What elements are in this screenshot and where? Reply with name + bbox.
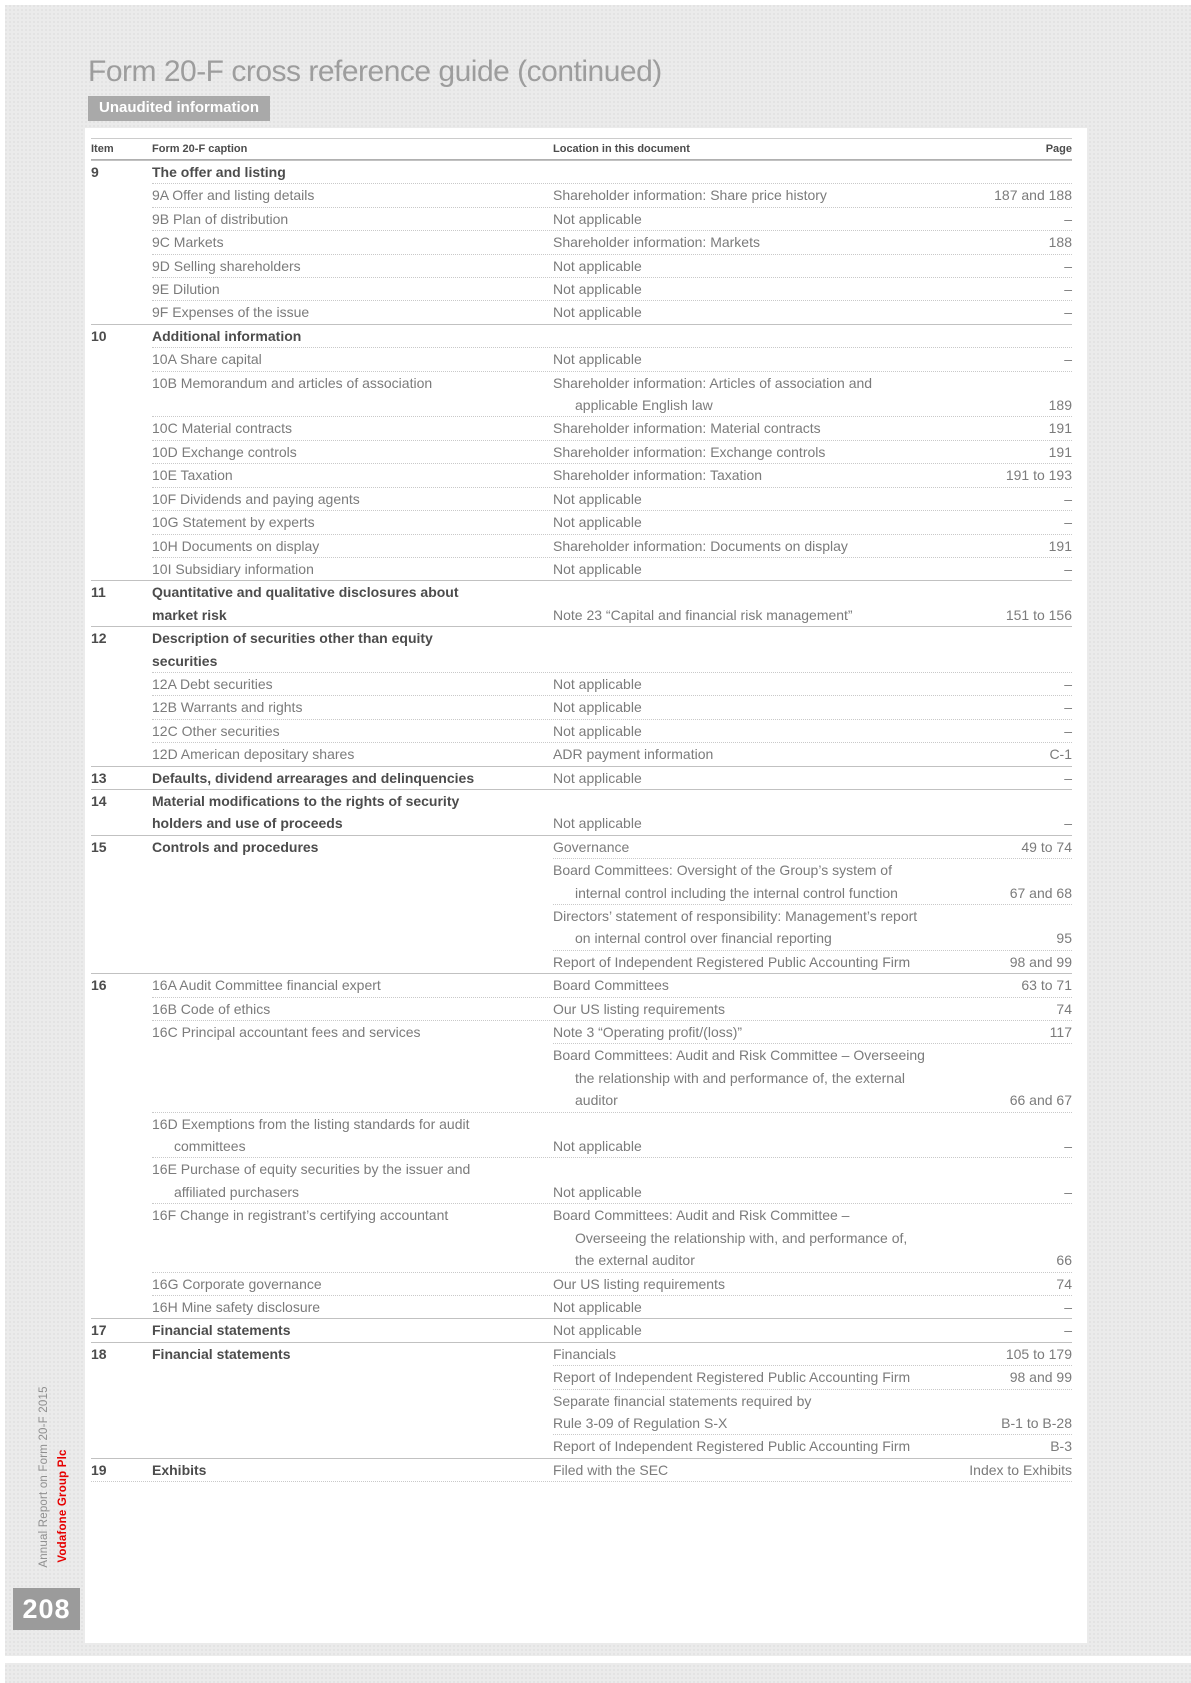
caption-cell: [152, 184, 553, 206]
text-line: Shareholder information: Documents on display: [553, 537, 848, 554]
caption-cell: [152, 743, 553, 765]
text-line: securities: [152, 652, 218, 669]
location-cell: [553, 231, 1049, 253]
text-line: 9A Offer and listing details: [152, 187, 315, 204]
page-cell: –: [1064, 1298, 1072, 1315]
location-cell: [553, 441, 1049, 463]
page-cell: 151 to 156: [1005, 606, 1072, 623]
location-cell: [553, 1044, 1010, 1111]
text-line: Defaults, dividend arrearages and delinquencies: [152, 769, 475, 786]
unaudited-badge: Unaudited information: [88, 96, 270, 121]
page-title: Form 20-F cross reference guide (continued): [88, 55, 662, 88]
location-cell: [553, 1390, 1001, 1435]
page-cell: –: [1064, 490, 1072, 507]
table-header: [91, 138, 1072, 160]
caption-cell: [152, 301, 553, 323]
table-row: [91, 581, 1072, 626]
page-edge-bottom: [0, 1656, 1191, 1663]
location-cell: [553, 184, 994, 206]
table-row: [91, 558, 1072, 580]
page-cell: Index to Exhibits: [969, 1461, 1072, 1478]
text-line: Not applicable: [553, 514, 642, 531]
location-cell: [553, 1296, 1064, 1318]
location-cell: [553, 1435, 1050, 1457]
col-header-page: Page: [1045, 143, 1072, 155]
location-cell: [553, 720, 1064, 742]
caption-cell: [152, 558, 553, 580]
table-row: [91, 1435, 1072, 1457]
text-line: Report of Independent Registered Public Accounting Firm: [553, 953, 911, 970]
location-cell: [553, 1204, 1056, 1271]
caption-cell: [152, 696, 553, 718]
caption-cell: [152, 348, 553, 370]
text-line: Not applicable: [553, 769, 642, 786]
caption-cell: [152, 417, 553, 439]
table-row: [91, 1204, 1072, 1271]
caption-cell: [152, 1296, 553, 1318]
table-row: [91, 348, 1072, 370]
table-row: [91, 325, 1072, 347]
caption-cell: [152, 511, 553, 533]
table-row: [91, 301, 1072, 323]
location-cell: [553, 278, 1064, 300]
page-cell: –: [1064, 304, 1072, 321]
item-cell: 17: [91, 1322, 107, 1339]
table-row: [91, 743, 1072, 765]
text-line: Shareholder information: Exchange controls: [553, 443, 826, 460]
table-row: [91, 1343, 1072, 1365]
col-header-item: Item: [91, 143, 114, 155]
location-cell: [553, 974, 1021, 996]
caption-cell: [152, 836, 553, 858]
page-cell: 191: [1048, 420, 1072, 437]
table-row: [91, 511, 1072, 533]
location-cell: [553, 1343, 1006, 1365]
table-row: [91, 488, 1072, 510]
sidebar-brand-vertical: Vodafone Group Plc: [57, 1449, 69, 1563]
caption-cell: [152, 1273, 553, 1295]
text-line: Shareholder information: Articles of association and: [553, 374, 873, 391]
text-line: 10E Taxation: [152, 467, 233, 484]
table-row: [91, 790, 1072, 835]
page-cell: –: [1064, 675, 1072, 692]
location-cell: [553, 951, 1010, 973]
text-line: 10H Documents on display: [152, 537, 320, 554]
location-cell: [553, 604, 1006, 626]
table-row: [91, 720, 1072, 742]
text-line: Board Committees: [553, 977, 669, 994]
text-line: Not applicable: [553, 257, 642, 274]
page-cell: 66 and 67: [1009, 1092, 1072, 1109]
text-line: Our US listing requirements: [553, 1000, 725, 1017]
location-cell: [553, 1366, 1010, 1388]
table-row: [91, 836, 1072, 858]
text-line: 12D American depositary shares: [152, 746, 355, 763]
text-line: Not applicable: [553, 1298, 642, 1315]
page-cell: –: [1064, 722, 1072, 739]
page-cell: 188: [1048, 234, 1072, 251]
item-cell: 11: [91, 584, 106, 601]
page-cell: 98 and 99: [1009, 1369, 1072, 1386]
text-line: Not applicable: [553, 351, 642, 368]
page-cell: B-1 to B-28: [1001, 1414, 1072, 1431]
page-cell: –: [1064, 351, 1072, 368]
text-line: Not applicable: [553, 699, 642, 716]
item-cell: 13: [91, 769, 107, 786]
text-line: Note 23 “Capital and financial risk management”: [553, 606, 853, 623]
location-cell: [553, 348, 1064, 370]
location-cell: [553, 372, 1049, 417]
text-line: holders and use of proceeds: [152, 815, 343, 832]
page-cell: 191: [1048, 443, 1072, 460]
text-line: 12A Debt securities: [152, 675, 273, 692]
caption-cell: [152, 720, 553, 742]
text-line: Not applicable: [553, 281, 642, 298]
text-line: Not applicable: [553, 722, 642, 739]
location-cell: [553, 511, 1064, 533]
page-cell: –: [1064, 257, 1072, 274]
caption-cell: [152, 161, 553, 183]
text-line: The offer and listing: [152, 164, 286, 180]
text-line: 10G Statement by experts: [152, 514, 315, 531]
text-line: Not applicable: [553, 675, 642, 692]
text-line: 9C Markets: [152, 234, 224, 251]
text-line: 16D Exemptions from the listing standards for audit: [152, 1115, 470, 1132]
text-line: 10B Memorandum and articles of association: [152, 374, 433, 391]
table-row: [91, 464, 1072, 486]
page-edge-left: [0, 0, 5, 1683]
text-line: Quantitative and qualitative disclosures about: [152, 584, 459, 601]
text-line: Our US listing requirements: [553, 1275, 725, 1292]
caption-cell: [152, 231, 553, 253]
location-cell: [553, 998, 1056, 1020]
caption-cell: [152, 998, 553, 1020]
location-cell: [553, 535, 1049, 557]
caption-cell: [152, 441, 553, 463]
text-line: Exhibits: [152, 1461, 207, 1478]
table-row: [91, 1390, 1072, 1435]
text-line: Additional information: [152, 327, 302, 344]
text-line: 10A Share capital: [152, 351, 262, 368]
caption-cell: [152, 1158, 553, 1203]
page-cell: 63 to 71: [1021, 977, 1072, 994]
sidebar-report-vertical: Annual Report on Form 20-F 2015: [38, 1386, 50, 1568]
table-row: [91, 231, 1072, 253]
page-cell: 74: [1056, 1000, 1072, 1017]
table-row: [91, 1044, 1072, 1111]
caption-cell: [152, 1021, 553, 1043]
page-cell: 74: [1056, 1275, 1072, 1292]
text-line: Board Committees: Oversight of the Group’s system of: [553, 862, 892, 879]
text-line: the relationship with and performance of, the external: [575, 1069, 905, 1086]
page-cell: –: [1064, 815, 1072, 832]
table-end-separator: [91, 1481, 1072, 1482]
text-line: 16G Corporate governance: [152, 1275, 322, 1292]
col-header-caption: Form 20-F caption: [152, 143, 248, 155]
table-row: [91, 1021, 1072, 1043]
caption-cell: [152, 488, 553, 510]
table-row: [91, 1296, 1072, 1318]
location-cell: [553, 1135, 1064, 1157]
location-cell: [553, 767, 1064, 789]
caption-cell: [152, 208, 553, 230]
location-cell: [553, 464, 1006, 486]
location-cell: [553, 1459, 969, 1481]
text-line: Not applicable: [553, 1322, 642, 1339]
text-line: Report of Independent Registered Public Accounting Firm: [553, 1438, 911, 1455]
location-cell: [553, 1319, 1064, 1341]
table-row: [91, 951, 1072, 973]
text-line: 16B Code of ethics: [152, 1000, 271, 1017]
page-cell: 191 to 193: [1005, 467, 1072, 484]
text-line: Controls and procedures: [152, 838, 319, 855]
page-cell: 95: [1056, 930, 1072, 947]
table-row: [91, 161, 1072, 183]
location-cell: [553, 812, 1064, 834]
text-line: 9D Selling shareholders: [152, 257, 301, 274]
page-cell: 49 to 74: [1021, 838, 1072, 855]
text-line: Report of Independent Registered Public Accounting Firm: [553, 1369, 911, 1386]
page-number-badge: 208: [13, 1588, 80, 1630]
text-line: auditor: [575, 1092, 618, 1109]
text-line: Overseeing the relationship with, and performance of,: [575, 1229, 908, 1246]
table-row: [91, 1319, 1072, 1341]
text-line: Not applicable: [553, 1183, 642, 1200]
table-row: [91, 974, 1072, 996]
page-cell: 105 to 179: [1005, 1345, 1072, 1362]
caption-cell: [152, 790, 553, 835]
text-line: 9B Plan of distribution: [152, 210, 289, 227]
caption-cell: [152, 464, 553, 486]
page-cell: C-1: [1049, 746, 1072, 763]
table-row: [91, 535, 1072, 557]
page-cell: –: [1064, 210, 1072, 227]
text-line: 12C Other securities: [152, 722, 280, 739]
table-row: [91, 208, 1072, 230]
caption-cell: [152, 581, 553, 626]
item-cell: 16: [91, 977, 107, 994]
caption-cell: [152, 255, 553, 277]
location-cell: [553, 743, 1049, 765]
page-cell: 117: [1049, 1024, 1072, 1041]
text-line: Shareholder information: Taxation: [553, 467, 763, 484]
table-row: [91, 767, 1072, 789]
location-cell: [553, 301, 1064, 323]
page-cell: B-3: [1050, 1438, 1072, 1455]
table-row: [91, 1158, 1072, 1203]
page-cell: –: [1064, 281, 1072, 298]
text-line: Financial statements: [152, 1322, 291, 1339]
table-row: [91, 696, 1072, 718]
location-cell: [553, 417, 1049, 439]
text-line: 16E Purchase of equity securities by the issuer and: [152, 1161, 471, 1178]
text-line: Description of securities other than equity: [152, 630, 433, 647]
location-cell: [553, 859, 1010, 904]
table-row: [91, 184, 1072, 206]
caption-cell: [152, 535, 553, 557]
text-line: applicable English law: [575, 397, 713, 414]
caption-cell: [152, 1113, 553, 1158]
caption-cell: [152, 1343, 553, 1365]
text-line: 10I Subsidiary information: [152, 560, 314, 577]
page-cell: 189: [1048, 397, 1072, 414]
text-line: ADR payment information: [553, 746, 714, 763]
item-cell: 19: [91, 1461, 107, 1478]
text-line: Not applicable: [553, 815, 642, 832]
location-cell: [553, 673, 1064, 695]
page-cell: 187 and 188: [994, 187, 1072, 204]
caption-cell: [152, 1459, 553, 1481]
table-row: [91, 673, 1072, 695]
text-line: Separate financial statements required by: [553, 1392, 812, 1409]
table-row: [91, 255, 1072, 277]
table-row: [91, 1366, 1072, 1388]
caption-cell: [152, 1319, 553, 1341]
text-line: Not applicable: [553, 210, 642, 227]
caption-cell: [152, 325, 553, 347]
text-line: Shareholder information: Share price history: [553, 187, 827, 204]
page-cell: –: [1064, 560, 1072, 577]
table-row: [91, 998, 1072, 1020]
page-cell: –: [1064, 769, 1072, 786]
table-row: [91, 627, 1072, 672]
location-cell: [553, 1021, 1050, 1043]
text-line: Governance: [553, 838, 630, 855]
table-row: [91, 905, 1072, 950]
page-cell: –: [1064, 699, 1072, 716]
page-cell: 98 and 99: [1009, 953, 1072, 970]
table-body: [91, 160, 1072, 1482]
text-line: Financials: [553, 1345, 617, 1362]
text-line: Rule 3-09 of Regulation S-X: [553, 1414, 728, 1431]
location-cell: [553, 1273, 1056, 1295]
caption-cell: [152, 673, 553, 695]
item-cell: 14: [91, 792, 107, 809]
page-cell: –: [1064, 1322, 1072, 1339]
text-line: market risk: [152, 606, 227, 623]
text-line: committees: [174, 1138, 246, 1155]
text-line: Material modifications to the rights of security: [152, 792, 460, 809]
text-line: 16A Audit Committee financial expert: [152, 977, 381, 994]
table-row: [91, 278, 1072, 300]
page-cell: –: [1064, 1138, 1072, 1155]
location-cell: [553, 255, 1064, 277]
item-cell: 18: [91, 1345, 107, 1362]
text-line: Shareholder information: Markets: [553, 234, 760, 251]
location-cell: [553, 696, 1064, 718]
table-row: [91, 859, 1072, 904]
caption-cell: [152, 974, 553, 996]
text-line: affiliated purchasers: [174, 1183, 300, 1200]
text-line: 10F Dividends and paying agents: [152, 490, 360, 507]
table-row: [91, 1459, 1072, 1481]
location-cell: [553, 488, 1064, 510]
caption-cell: [152, 278, 553, 300]
text-line: Filed with the SEC: [553, 1461, 669, 1478]
location-cell: [553, 558, 1064, 580]
text-line: Not applicable: [553, 490, 642, 507]
content-card: [85, 128, 1087, 1643]
table-row: [91, 1273, 1072, 1295]
page-cell: 191: [1048, 537, 1072, 554]
item-cell: 15: [91, 838, 107, 855]
page-cell: 67 and 68: [1009, 884, 1072, 901]
text-line: Not applicable: [553, 304, 642, 321]
table-row: [91, 372, 1072, 417]
caption-cell: [152, 767, 553, 789]
table-row: [91, 417, 1072, 439]
text-line: Not applicable: [553, 560, 642, 577]
item-cell: 10: [91, 327, 107, 344]
page-cell: –: [1064, 514, 1072, 531]
text-line: 9F Expenses of the issue: [152, 304, 310, 321]
text-line: 10D Exchange controls: [152, 443, 297, 460]
col-header-location: Location in this document: [553, 143, 690, 155]
text-line: Board Committees: Audit and Risk Committee –: [553, 1207, 850, 1224]
location-cell: [553, 905, 1056, 950]
location-cell: [553, 1181, 1064, 1203]
text-line: Not applicable: [553, 1138, 642, 1155]
text-line: Board Committees: Audit and Risk Committee – Overseeing: [553, 1047, 925, 1064]
table-row: [91, 441, 1072, 463]
text-line: 12B Warrants and rights: [152, 699, 303, 716]
item-cell: 12: [91, 630, 107, 647]
caption-cell: [152, 627, 553, 672]
text-line: Shareholder information: Material contracts: [553, 420, 821, 437]
page-edge-top: [0, 0, 1191, 5]
caption-cell: [152, 1204, 553, 1226]
text-line: 10C Material contracts: [152, 420, 293, 437]
page-cell: –: [1064, 1183, 1072, 1200]
page-cell: 66: [1056, 1252, 1072, 1269]
location-cell: [553, 208, 1064, 230]
text-line: on internal control over financial reporting: [575, 930, 832, 947]
text-line: Note 3 “Operating profit/(loss)”: [553, 1024, 743, 1041]
text-line: Financial statements: [152, 1345, 291, 1362]
text-line: 16H Mine safety disclosure: [152, 1298, 321, 1315]
location-cell: [553, 836, 1021, 858]
text-line: internal control including the internal control function: [575, 884, 898, 901]
caption-cell: [152, 372, 553, 394]
text-line: 9E Dilution: [152, 281, 220, 298]
item-cell: 9: [91, 164, 99, 180]
text-line: the external auditor: [575, 1252, 695, 1269]
text-line: 16F Change in registrant’s certifying accountant: [152, 1207, 449, 1224]
text-line: Directors’ statement of responsibility: Management’s report: [553, 908, 918, 924]
table-row: [91, 1113, 1072, 1158]
text-line: 16C Principal accountant fees and services: [152, 1024, 421, 1041]
